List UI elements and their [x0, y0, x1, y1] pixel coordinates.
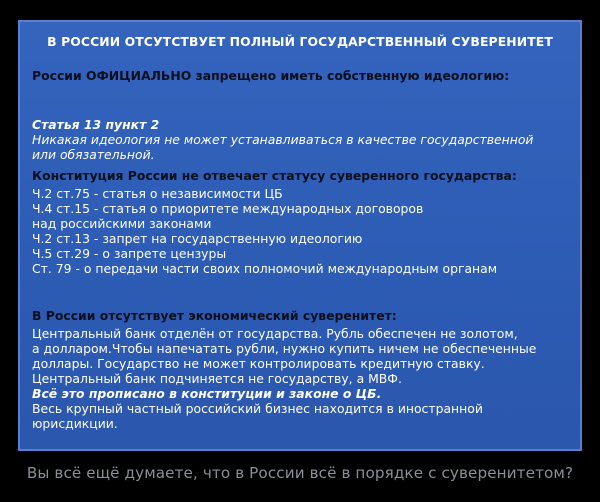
constitution-heading: Конституция России не отвечает статусу суверенного государства:	[32, 168, 517, 183]
economy-line-4: Центральный банк подчиняется не государству, а МВФ.	[32, 371, 402, 386]
ideology-heading-block	[32, 68, 572, 83]
constitution-line-2: Ч.4 ст.15 - статья о приоритете международных договоров	[32, 201, 424, 216]
economy-line-1: Центральный банк отделён от государства. Рубль обеспечен не золотом,	[32, 326, 518, 341]
economy-line-3: доллары. Государство не может контролировать кредитную ставку.	[32, 356, 485, 371]
article-text-line-2: или обязательной.	[32, 147, 155, 162]
closing-question: Вы всё ещё думаете, что в России всё в порядке с суверенитетом?	[26, 464, 574, 482]
article-text-line-1: Никакая идеология не может устанавливаться в качестве государственной	[32, 132, 534, 147]
constitution-section	[32, 168, 572, 276]
constitution-line-5: Ч.5 ст.29 - о запрете цензуры	[32, 246, 227, 261]
constitution-line-4: Ч.2 ст.13 - запрет на государственную идеологию	[32, 231, 363, 246]
constitution-line-3: над российскими законами	[32, 216, 212, 231]
economy-closing-line-2: юрисдикции.	[32, 416, 118, 431]
economy-heading: В России отсутствует экономический суверенитет:	[32, 308, 397, 323]
article-reference: Статья 13 пункт 2	[32, 117, 160, 132]
economy-closing-line-1: Весь крупный частный российский бизнес находится в иностранной	[32, 401, 483, 416]
economy-line-2: а долларом.Чтобы напечатать рубли, нужно купить ничем не обеспеченные	[32, 341, 537, 356]
panel-title: В РОССИИ ОТСУТСТВУЕТ ПОЛНЫЙ ГОСУДАРСТВЕННЫЙ СУВЕРЕНИТЕТ	[47, 34, 553, 49]
constitution-line-6: Ст. 79 - о передачи части своих полномочий международным органам	[32, 261, 498, 276]
economy-section	[32, 308, 572, 431]
economy-emphasis: Всё это прописано в конституции и законе о ЦБ.	[32, 386, 382, 401]
ideology-section	[32, 117, 572, 162]
info-panel	[18, 20, 582, 451]
ideology-heading: России ОФИЦИАЛЬНО запрещено иметь собственную идеологию:	[32, 68, 510, 83]
constitution-line-1: Ч.2 ст.75 - статья о независимости ЦБ	[32, 186, 283, 201]
